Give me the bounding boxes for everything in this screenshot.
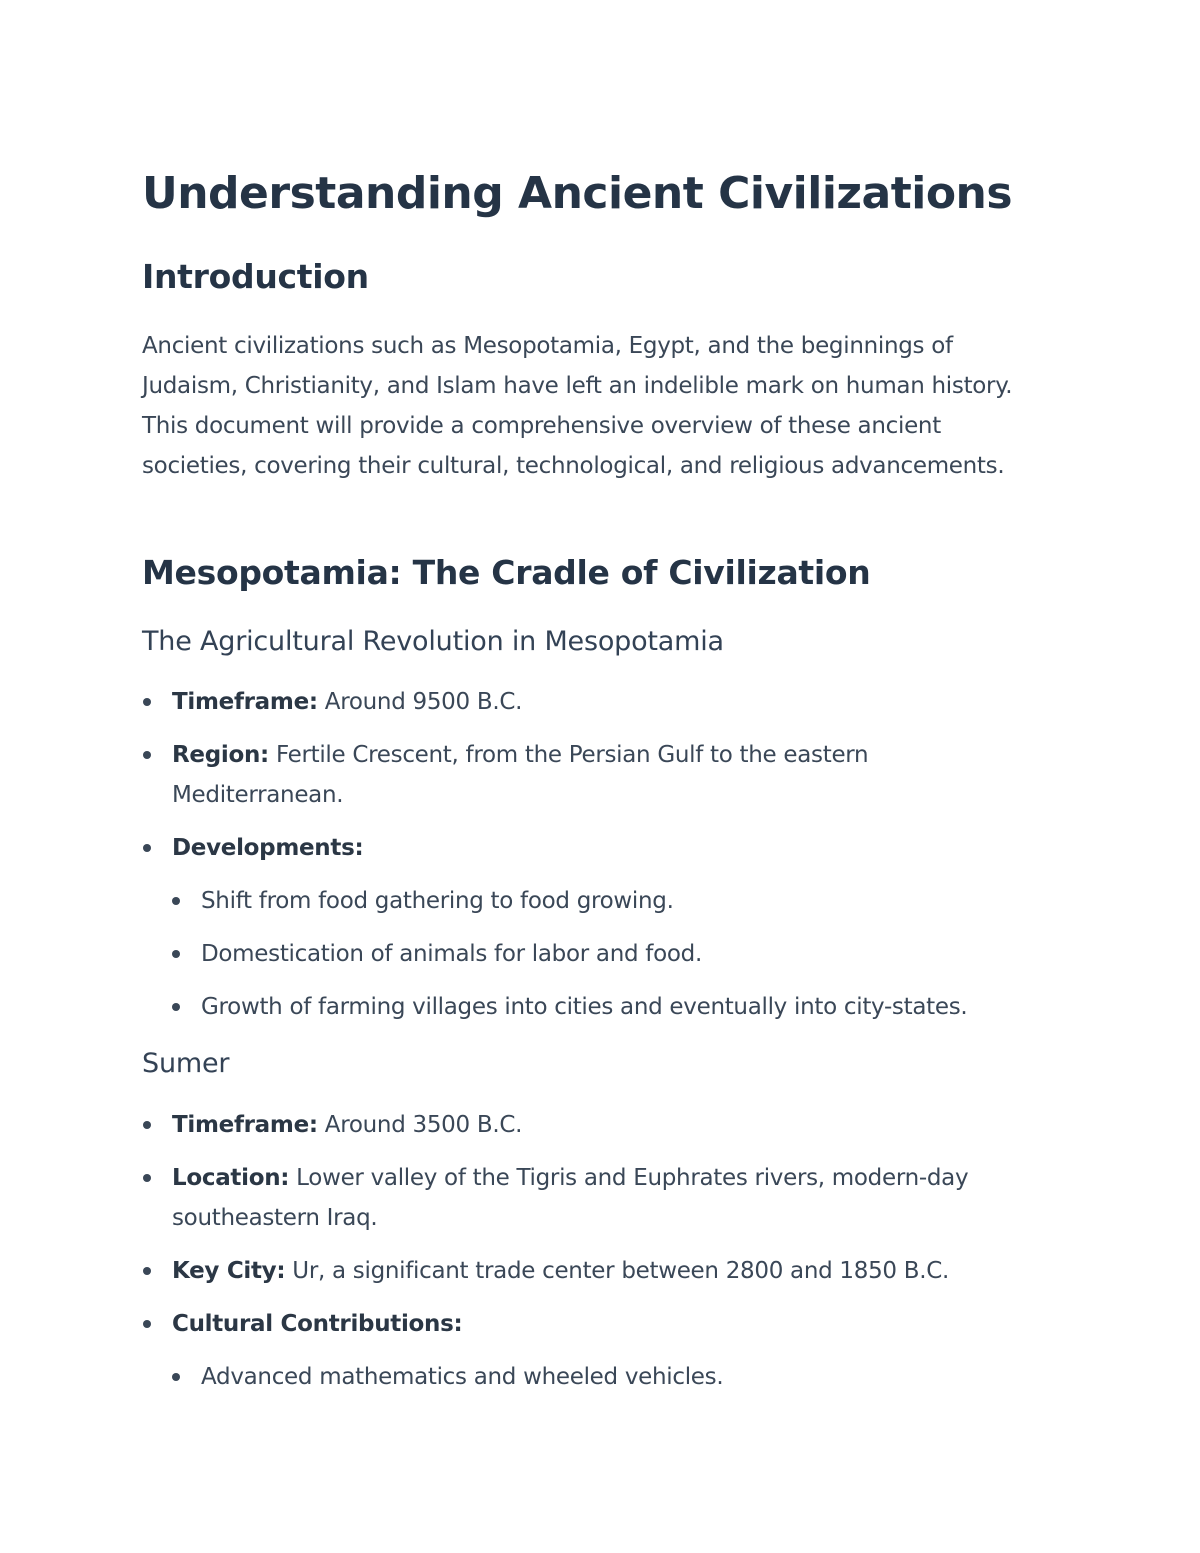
bullet-icon <box>143 1267 151 1275</box>
sub-list-item <box>142 881 1042 921</box>
introduction-heading: Introduction <box>142 257 369 296</box>
item-value: Fertile Crescent, from the Persian Gulf to the eastern Mediterranean. <box>172 742 869 808</box>
item-text: Shift from food gathering to food growing. <box>201 888 674 914</box>
item-text: Advanced mathematics and wheeled vehicles. <box>201 1364 724 1390</box>
list-item-key-city <box>142 1251 1042 1291</box>
list-item-timeframe <box>142 1105 1042 1145</box>
bullet-icon <box>172 1373 180 1381</box>
item-label: Key City: <box>172 1258 286 1284</box>
item-value: Around 9500 B.C. <box>317 689 523 715</box>
agricultural-revolution-heading: The Agricultural Revolution in Mesopotamia <box>142 626 724 657</box>
introduction-paragraph: Ancient civilizations such as Mesopotamia, Egypt, and the beginnings of Judaism, Christianity, and Islam have left an indelible mark on human history. This document will provide a comprehensive overview of these ancient societies, covering their cultural, technological, and religious advancements. <box>142 333 1013 479</box>
bullet-icon <box>143 844 151 852</box>
item-label: Timeframe: <box>172 1112 318 1138</box>
bullet-icon <box>143 698 151 706</box>
sub-list-item <box>142 934 1042 974</box>
sumer-list <box>142 1105 1042 1410</box>
item-text: Growth of farming villages into cities and eventually into city-states. <box>201 994 968 1020</box>
sub-list-item <box>142 1357 1042 1397</box>
item-value: Ur, a significant trade center between 2800 and 1850 B.C. <box>285 1258 950 1284</box>
item-label: Timeframe: <box>172 689 318 715</box>
list-item-timeframe <box>142 682 1042 722</box>
bullet-icon <box>143 1320 151 1328</box>
mesopotamia-heading: Mesopotamia: The Cradle of Civilization <box>142 553 871 592</box>
list-item-region <box>142 735 1042 815</box>
item-label: Region: <box>172 742 269 768</box>
item-text: Domestication of animals for labor and food. <box>201 941 702 967</box>
list-item-developments <box>142 828 1042 868</box>
item-label: Cultural Contributions: <box>172 1311 463 1337</box>
sumer-heading: Sumer <box>142 1048 230 1079</box>
item-label: Location: <box>172 1165 290 1191</box>
bullet-icon <box>143 751 151 759</box>
bullet-icon <box>172 897 180 905</box>
document-title: Understanding Ancient Civilizations <box>142 168 1013 219</box>
bullet-icon <box>172 950 180 958</box>
agricultural-revolution-list <box>142 682 1042 1040</box>
item-label: Developments: <box>172 835 364 861</box>
item-value: Around 3500 B.C. <box>317 1112 523 1138</box>
list-item-location <box>142 1158 1042 1238</box>
item-value: Lower valley of the Tigris and Euphrates rivers, modern-day southeastern Iraq. <box>172 1165 969 1231</box>
bullet-icon <box>172 1003 180 1011</box>
sub-list-item <box>142 987 1042 1027</box>
bullet-icon <box>143 1121 151 1129</box>
list-item-cultural-contributions <box>142 1304 1042 1344</box>
bullet-icon <box>143 1174 151 1182</box>
